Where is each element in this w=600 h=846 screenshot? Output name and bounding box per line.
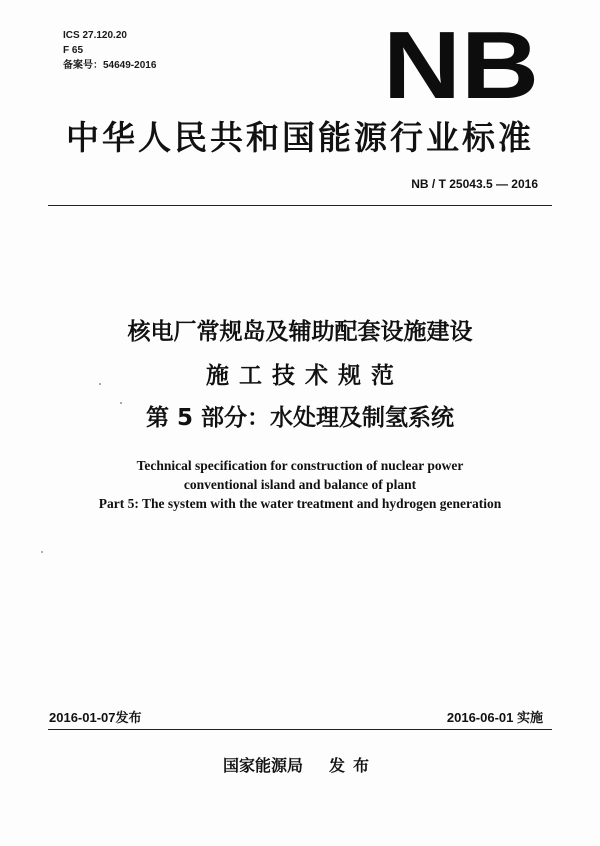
english-title-line-2: conventional island and balance of plant (183, 477, 417, 492)
chinese-title-line-2: 施工技术规范 (206, 363, 404, 389)
scan-speck (41, 551, 43, 553)
industry-standard-title: 中华人民共和国能源行业标准 (66, 118, 534, 157)
issuer-line (0, 753, 600, 776)
standard-number: NB / T 25043.5 — 2016 (411, 177, 538, 191)
issuer-action: 发布 (329, 756, 378, 775)
chinese-title-line-1: 核电厂常规岛及辅助配套设施建设 (127, 319, 473, 345)
nb-logo (381, 24, 541, 106)
nb-logo-text: NB (383, 24, 539, 106)
ics-code: ICS 27.120.20 (63, 30, 127, 41)
scan-speck (120, 402, 122, 404)
top-divider (48, 205, 552, 206)
english-title-line-3: Part 5: The system with the water treatment and hydrogen generation (98, 496, 502, 511)
chinese-title-line-3: 第 5 部分：水处理及制氢系统 (145, 405, 455, 431)
record-number: 备案号：54649-2016 (63, 60, 157, 71)
english-title-line-1: Technical specification for construction of nuclear power (136, 458, 464, 473)
scan-speck (99, 383, 101, 385)
nb-logo-graphic (381, 24, 541, 106)
issuer-name: 国家能源局 (222, 756, 303, 775)
classification-block (63, 28, 156, 73)
implementation-date: 2016-06-01 实施 (446, 710, 543, 725)
issue-date: 2016-01-07发布 (49, 710, 142, 725)
bottom-divider (48, 729, 552, 730)
ccs-code: F 65 (63, 45, 84, 56)
